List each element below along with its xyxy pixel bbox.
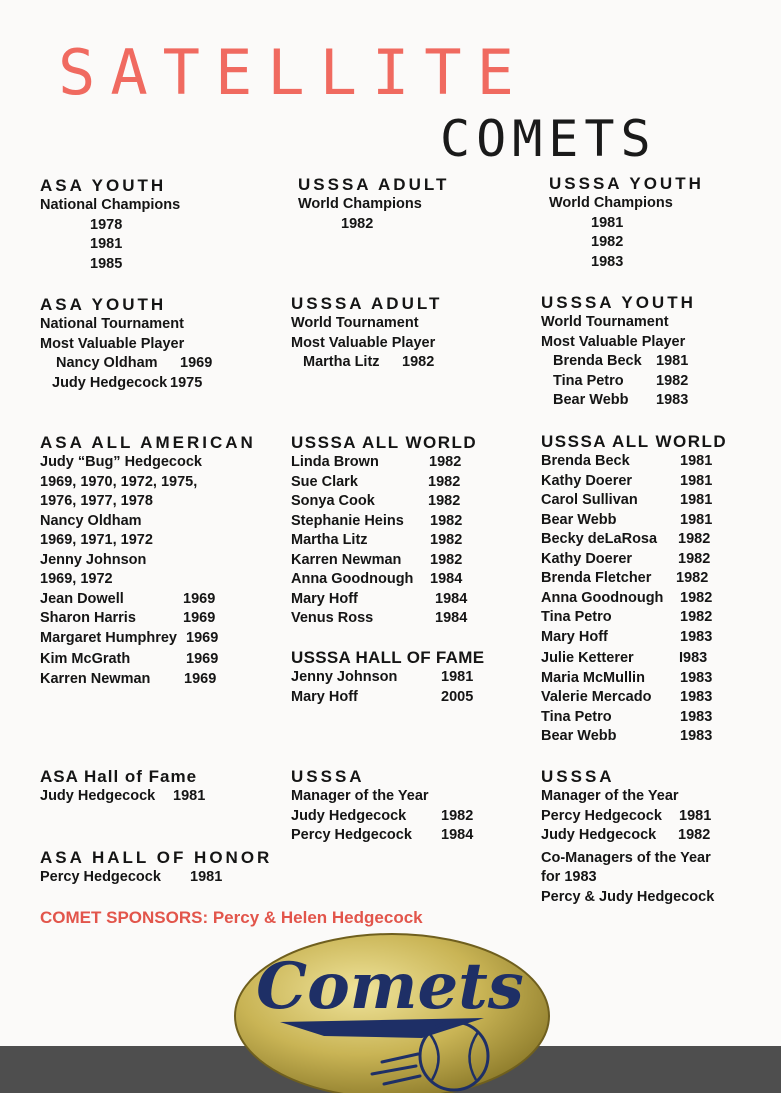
- section-heading: ASA ALL AMERICAN: [40, 433, 256, 452]
- list-item: [291, 688, 484, 708]
- list-item: [541, 472, 727, 492]
- co-managers-names: Percy & Judy Hedgecock: [541, 888, 715, 905]
- person-name: Maria McMullin: [541, 669, 645, 686]
- year: 1982: [428, 473, 461, 490]
- person-name: Karren Newman: [291, 551, 402, 568]
- usssa-youth-champions: [549, 173, 704, 272]
- year: 1983: [680, 669, 713, 686]
- year: 1982: [591, 234, 624, 250]
- list-item: [541, 511, 727, 531]
- year: 1983: [680, 689, 713, 705]
- subheading: National Champions: [40, 197, 181, 213]
- person-name: Bear Webb: [541, 728, 617, 744]
- person-name: Venus Ross: [291, 610, 374, 626]
- year: 1983: [680, 628, 713, 645]
- asa-hall-of-fame: [40, 766, 205, 807]
- list-line: 1969, 1972: [40, 571, 113, 587]
- list-line: 1976, 1977, 1978: [40, 493, 153, 509]
- title-comets: COMETS: [440, 110, 657, 168]
- list-item: [291, 531, 477, 551]
- asa-hall-of-honor: [40, 847, 272, 888]
- year: 1978: [90, 216, 123, 233]
- co-managers-label: Co-Managers of the Year: [541, 849, 711, 866]
- list-item: [541, 807, 714, 827]
- person-name: Tina Petro: [553, 372, 624, 389]
- usssa-manager-of-year-adult: [291, 766, 473, 846]
- person-name: Anna Goodnough: [541, 589, 664, 606]
- list-line: Nancy Oldham: [40, 512, 142, 529]
- section-heading: USSSA HALL OF FAME: [291, 648, 485, 667]
- year: 1981: [680, 453, 713, 469]
- person-name: Carol Sullivan: [541, 492, 638, 508]
- year: 1984: [441, 827, 474, 843]
- year: 1983: [591, 253, 624, 270]
- year: 1982: [402, 354, 435, 370]
- subheading: Manager of the Year: [541, 788, 679, 804]
- list-item: [541, 452, 727, 472]
- list-item: [291, 353, 442, 373]
- year: 1981: [173, 788, 206, 804]
- list-item: [291, 492, 477, 512]
- list-item: [541, 550, 727, 570]
- list-item: [541, 628, 727, 648]
- year: 1969: [186, 651, 219, 667]
- person-name: Judy Hedgecock: [291, 807, 407, 824]
- year: 1985: [90, 255, 123, 272]
- year: 1969: [180, 355, 213, 371]
- section-heading: USSSA: [291, 767, 365, 786]
- person-name: Margaret Humphrey: [40, 629, 177, 646]
- year: 1981: [190, 869, 223, 885]
- list-item: [541, 826, 714, 846]
- year: 1983: [680, 708, 713, 725]
- usssa-youth-mvp: [541, 292, 696, 411]
- list-item: [40, 354, 212, 374]
- year: 1984: [435, 590, 468, 607]
- person-name: Mary Hoff: [291, 688, 358, 705]
- year: 1969: [183, 590, 216, 607]
- person-name: Brenda Beck: [553, 353, 642, 369]
- person-name: Karren Newman: [40, 670, 151, 687]
- list-item: [40, 374, 212, 394]
- list-item: [541, 391, 696, 411]
- year: 1982: [678, 531, 711, 547]
- list-item: [541, 708, 727, 728]
- year: 1981: [680, 492, 713, 508]
- logo-text: Comets: [256, 949, 524, 1024]
- person-name: Judy Hedgecock: [40, 788, 156, 804]
- list-item: [40, 609, 256, 629]
- list-item: [541, 727, 727, 747]
- year: 1984: [435, 610, 468, 626]
- list-item: [40, 787, 205, 807]
- list-item: [541, 688, 727, 708]
- person-name: Judy Hedgecock: [52, 374, 168, 391]
- year: 1982: [429, 454, 462, 470]
- person-name: Anna Goodnough: [291, 571, 414, 587]
- subheading: World Champions: [298, 196, 422, 212]
- list-item: [291, 570, 477, 590]
- person-name: Nancy Oldham: [56, 355, 158, 371]
- list-item: [291, 590, 477, 610]
- usssa-adult-mvp: [291, 293, 442, 373]
- subheading: National Tournament: [40, 316, 184, 332]
- list-item: [40, 868, 272, 888]
- list-item: [541, 352, 696, 372]
- person-name: Bear Webb: [541, 511, 617, 528]
- year: 1982: [678, 827, 711, 843]
- person-name: Jean Dowell: [40, 590, 124, 607]
- year: 1983: [680, 728, 713, 744]
- list-item: [541, 669, 727, 689]
- person-name: Julie Ketterer: [541, 650, 634, 666]
- person-name: Sharon Harris: [40, 610, 136, 626]
- usssa-all-world-youth: [541, 431, 727, 747]
- section-heading: USSSA ADULT: [291, 294, 443, 313]
- year: 1982: [428, 493, 461, 509]
- year: 1982: [430, 532, 463, 548]
- list-item: [40, 590, 256, 610]
- usssa-adult-champions: [298, 174, 449, 234]
- person-name: Percy Hedgecock: [40, 869, 161, 885]
- year: 1981: [90, 236, 123, 252]
- subheading: World Champions: [549, 195, 673, 211]
- section-heading: USSSA ALL WORLD: [541, 432, 728, 451]
- list-item: [40, 629, 256, 649]
- section-heading: ASA YOUTH: [40, 295, 167, 314]
- year: 1969: [184, 670, 217, 687]
- person-name: Sonya Cook: [291, 493, 375, 509]
- year: 1982: [678, 550, 711, 567]
- list-line: Judy “Bug” Hedgecock: [40, 454, 202, 470]
- year: 1982: [680, 609, 713, 625]
- comet-sponsors: COMET SPONSORS: Percy & Helen Hedgecock: [40, 908, 423, 927]
- subheading: Manager of the Year: [291, 788, 429, 804]
- list-line: 1969, 1971, 1972: [40, 532, 153, 548]
- year: 1981: [679, 807, 712, 824]
- list-item: [291, 807, 473, 827]
- year: 1982: [430, 551, 463, 568]
- year: 1981: [591, 214, 624, 231]
- year: I983: [679, 650, 708, 666]
- section-heading: USSSA ALL WORLD: [291, 433, 478, 452]
- list-item: [291, 609, 477, 629]
- person-name: Stephanie Heins: [291, 512, 404, 529]
- subheading: World Tournament: [291, 315, 419, 331]
- person-name: Judy Hedgecock: [541, 827, 657, 843]
- person-name: Bear Webb: [553, 392, 629, 408]
- person-name: Jenny Johnson: [291, 669, 398, 685]
- year: 1969: [186, 629, 219, 646]
- year: 1982: [430, 512, 463, 529]
- list-item: [40, 670, 256, 690]
- section-heading: ASA YOUTH: [40, 176, 167, 195]
- year: 1975: [170, 374, 203, 391]
- section-heading: USSSA: [541, 767, 615, 786]
- person-name: Kathy Doerer: [541, 472, 633, 489]
- section-heading: ASA HALL OF HONOR: [40, 848, 273, 867]
- person-name: Linda Brown: [291, 454, 379, 470]
- year: 1981: [656, 353, 689, 369]
- subheading: Most Valuable Player: [40, 335, 185, 352]
- list-item: [541, 372, 696, 392]
- subheading: Most Valuable Player: [541, 333, 686, 350]
- person-name: Mary Hoff: [291, 590, 358, 607]
- list-item: [541, 608, 727, 628]
- year: 1982: [341, 215, 374, 232]
- usssa-all-world-adult: [291, 432, 477, 629]
- year: 1982: [656, 372, 689, 389]
- person-name: Martha Litz: [291, 532, 368, 548]
- person-name: Tina Petro: [541, 708, 612, 725]
- person-name: Brenda Beck: [541, 453, 630, 469]
- section-heading: USSSA ADULT: [298, 175, 450, 194]
- list-item: [541, 589, 727, 609]
- asa-youth-mvp: [40, 294, 212, 393]
- list-item: [541, 491, 727, 511]
- list-item: [291, 473, 477, 493]
- title-satellite: SATELLITE: [58, 36, 529, 109]
- person-name: Percy Hedgecock: [541, 807, 662, 824]
- usssa-manager-of-year-youth: [541, 766, 714, 907]
- list-item: [541, 530, 727, 550]
- year: 1981: [680, 511, 713, 528]
- subheading: World Tournament: [541, 314, 669, 330]
- list-line: Jenny Johnson: [40, 551, 147, 568]
- year: 1981: [441, 669, 474, 685]
- asa-youth-champions: [40, 175, 180, 274]
- year: 1982: [441, 807, 474, 824]
- year: 1983: [656, 392, 689, 408]
- year: 1984: [430, 571, 463, 587]
- list-item: [291, 668, 484, 688]
- person-name: Kathy Doerer: [541, 550, 633, 567]
- list-item: [291, 551, 477, 571]
- usssa-hall-of-fame: [291, 647, 484, 707]
- section-heading: USSSA YOUTH: [541, 293, 696, 312]
- year: 1969: [183, 610, 216, 626]
- person-name: Valerie Mercado: [541, 689, 652, 705]
- person-name: Percy Hedgecock: [291, 827, 412, 843]
- person-name: Sue Clark: [291, 473, 358, 490]
- person-name: Mary Hoff: [541, 628, 608, 645]
- list-line: 1969, 1970, 1972, 1975,: [40, 473, 198, 490]
- person-name: Becky deLaRosa: [541, 531, 658, 547]
- year: 1982: [680, 589, 713, 606]
- list-item: [541, 569, 727, 589]
- comets-logo: [232, 932, 552, 1093]
- person-name: Kim McGrath: [40, 651, 131, 667]
- co-managers-year: for 1983: [541, 869, 597, 885]
- person-name: Martha Litz: [303, 354, 380, 370]
- list-item: [291, 826, 473, 846]
- person-name: Tina Petro: [541, 609, 612, 625]
- year: 2005: [441, 688, 474, 705]
- asa-all-american: [40, 432, 256, 689]
- year: 1981: [680, 472, 713, 489]
- section-heading: ASA Hall of Fame: [40, 767, 198, 786]
- list-item: [40, 650, 256, 670]
- year: 1982: [676, 570, 709, 586]
- list-item: [541, 649, 727, 669]
- person-name: Brenda Fletcher: [541, 570, 652, 586]
- section-heading: USSSA YOUTH: [549, 174, 704, 193]
- subheading: Most Valuable Player: [291, 334, 436, 351]
- list-item: [291, 512, 477, 532]
- list-item: [291, 453, 477, 473]
